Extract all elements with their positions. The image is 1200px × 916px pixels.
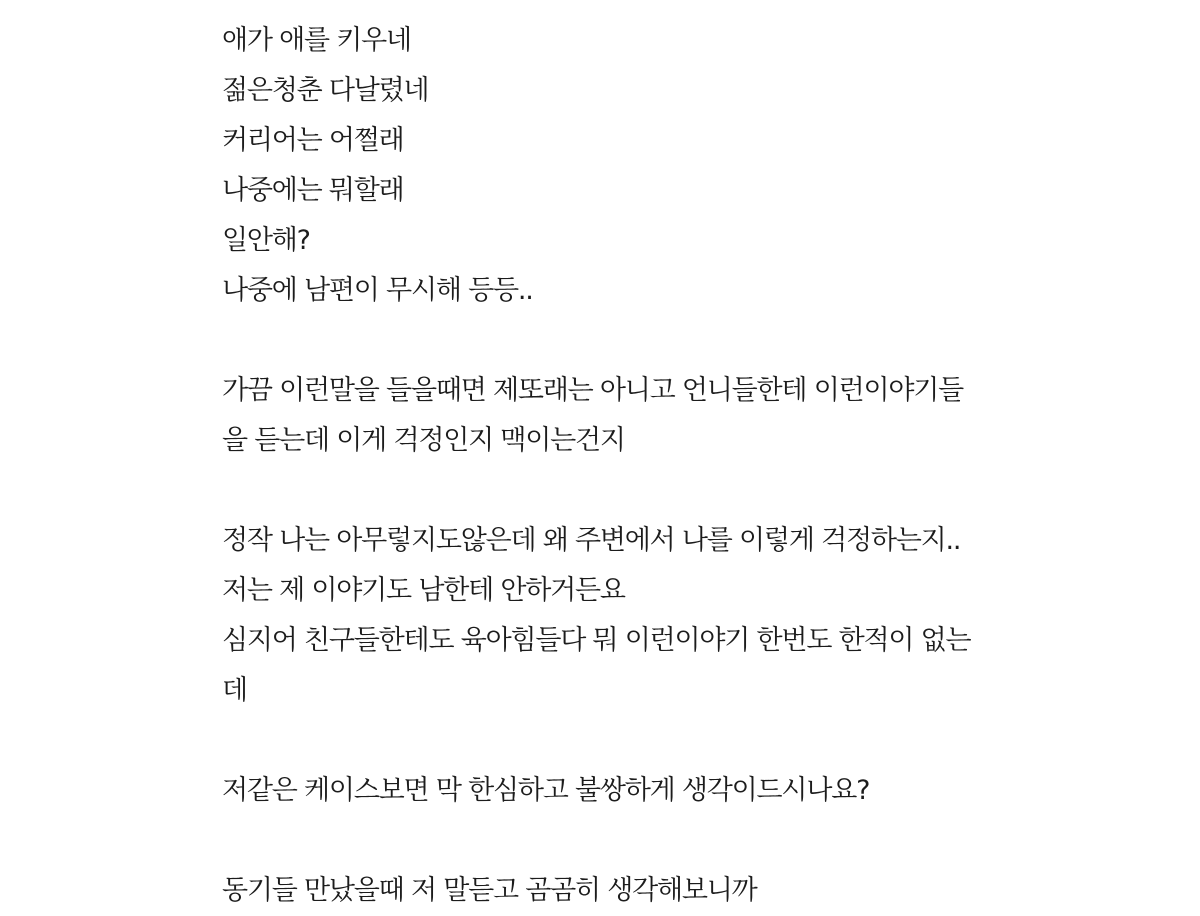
post-line: 을 듣는데 이게 걱정인지 맥이는건지 (222, 425, 625, 456)
post-line: 저는 제 이야기도 남한테 안하거든요 (222, 575, 625, 606)
paragraph-break (222, 466, 1002, 516)
post-line: 데 (222, 675, 247, 706)
post-line: 나중에는 뭐할래 (222, 175, 404, 206)
post-body (222, 16, 1002, 916)
post-line: 심지어 친구들한테도 육아힘들다 뭐 이런이야기 한번도 한적이 없는 (222, 625, 971, 656)
paragraph-break (222, 316, 1002, 366)
paragraph-break (222, 716, 1002, 766)
post-line: 가끔 이런말을 들을때면 제또래는 아니고 언니들한테 이런이야기들 (222, 375, 963, 406)
post-line: 일안해? (222, 225, 310, 256)
post-line: 동기들 만났을때 저 말듣고 곰곰히 생각해보니까 (222, 875, 757, 906)
post-line: 커리어는 어쩔래 (222, 125, 404, 156)
post-line: 저같은 케이스보면 막 한심하고 불쌍하게 생각이드시나요? (222, 775, 870, 806)
post-line: 정작 나는 아무렇지도않은데 왜 주변에서 나를 이렇게 걱정하는지.. (222, 525, 961, 556)
paragraph-break (222, 816, 1002, 866)
post-line: 나중에 남편이 무시해 등등.. (222, 275, 533, 306)
post-line: 젊은청춘 다날렸네 (222, 75, 429, 106)
post-line: 애가 애를 키우네 (222, 25, 411, 56)
